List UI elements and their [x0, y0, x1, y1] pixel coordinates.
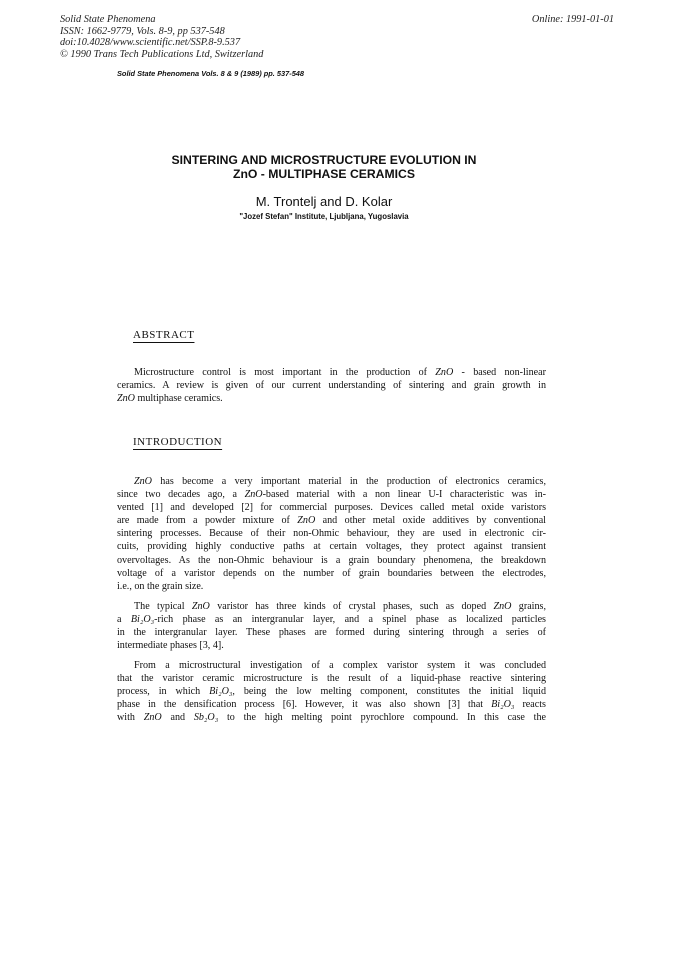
journal-issn: ISSN: 1662-9779, Vols. 8-9, pp 537-548	[60, 25, 225, 37]
text-line: process, in which Bi₂O₃, being the low melting component, constitutes the initial liquid	[117, 686, 546, 698]
text-line: are made from a powder mixture of ZnO and other metal oxide additives by conventional	[117, 515, 546, 527]
journal-doi: doi:10.4028/www.scientific.net/SSP.8-9.537	[60, 37, 241, 49]
text-line: overvoltages. As the non-Ohmic behaviour is a grain boundary phenomena, the breakdown	[117, 554, 546, 566]
text-line: From a microstructural investigation of a complex varistor system it was concluded	[134, 660, 546, 671]
text-line: intermediate phases [3, 4].	[117, 640, 224, 652]
introduction-heading: INTRODUCTION	[133, 436, 223, 448]
text-line: vented [1] and developed [2] for commercial purposes. Devices called metal oxide varistors	[117, 502, 546, 514]
text-line: ZnO multiphase ceramics.	[117, 393, 223, 405]
text-line: i.e., on the grain size.	[117, 580, 204, 592]
text-line: sintering processes. Because of their non-Ohmic behaviour, they are used in electronic cir-	[117, 528, 546, 540]
text-line: cuits, providing highly conductive paths at certain voltages, they protect against transient	[117, 541, 546, 553]
text-line: ZnO has become a very important material in the production of electronics ceramics,	[134, 476, 546, 487]
title-line-1: SINTERING AND MICROSTRUCTURE EVOLUTION IN	[171, 153, 477, 167]
text-line: since two decades ago, a ZnO-based material with a non linear U-I characteristic was in-	[117, 489, 546, 501]
text-line: in the intergranular layer. These phases are formed during sintering through a series of	[117, 627, 546, 639]
paper-title	[0, 154, 648, 181]
introduction-paragraph-2	[117, 600, 546, 652]
text-line: phase in the densification process [6]. However, it was also shown [3] that Bi₂O₃ reacts	[117, 699, 546, 711]
abstract-body	[117, 366, 546, 405]
text-line: The typical ZnO varistor has three kinds of crystal phases, such as doped ZnO grains,	[134, 601, 546, 612]
citation-line: Solid State Phenomena Vols. 8 & 9 (1989) pp. 537-548	[117, 69, 305, 78]
authors: M. Trontelj and D. Kolar	[255, 194, 393, 209]
abstract-heading: ABSTRACT	[133, 329, 195, 341]
online-date: Online: 1991-01-01	[531, 14, 614, 25]
text-line: with ZnO and Sb₂O₃ to the high melting point pyrochlore compound. In this case the	[117, 712, 547, 724]
journal-name: Solid State Phenomena	[60, 14, 156, 25]
text-line: Microstructure control is most important in the production of ZnO - based non-linear	[134, 367, 546, 378]
text-line: voltage of a varistor depends on the number of grain boundaries between the electrodes,	[117, 567, 546, 579]
text-line: that the varistor ceramic microstructure is the result of a liquid-phase reactive sintering	[117, 673, 546, 685]
title-line-2: ZnO - MULTIPHASE CERAMICS	[233, 166, 415, 181]
journal-copyright: © 1990 Trans Tech Publications Ltd, Switzerland	[60, 48, 264, 60]
affiliation: "Jozef Stefan" Institute, Ljubljana, Yugoslavia	[239, 212, 409, 221]
text-line: a Bi₂O₃-rich phase as an intergranular layer, and a spinel phase as localized particles	[117, 614, 546, 626]
introduction-paragraph-3	[117, 659, 546, 724]
introduction-paragraph-1	[117, 475, 546, 593]
text-line: ceramics. A review is given of our current understanding of sintering and grain growth in	[117, 380, 546, 392]
journal-info	[60, 14, 420, 60]
